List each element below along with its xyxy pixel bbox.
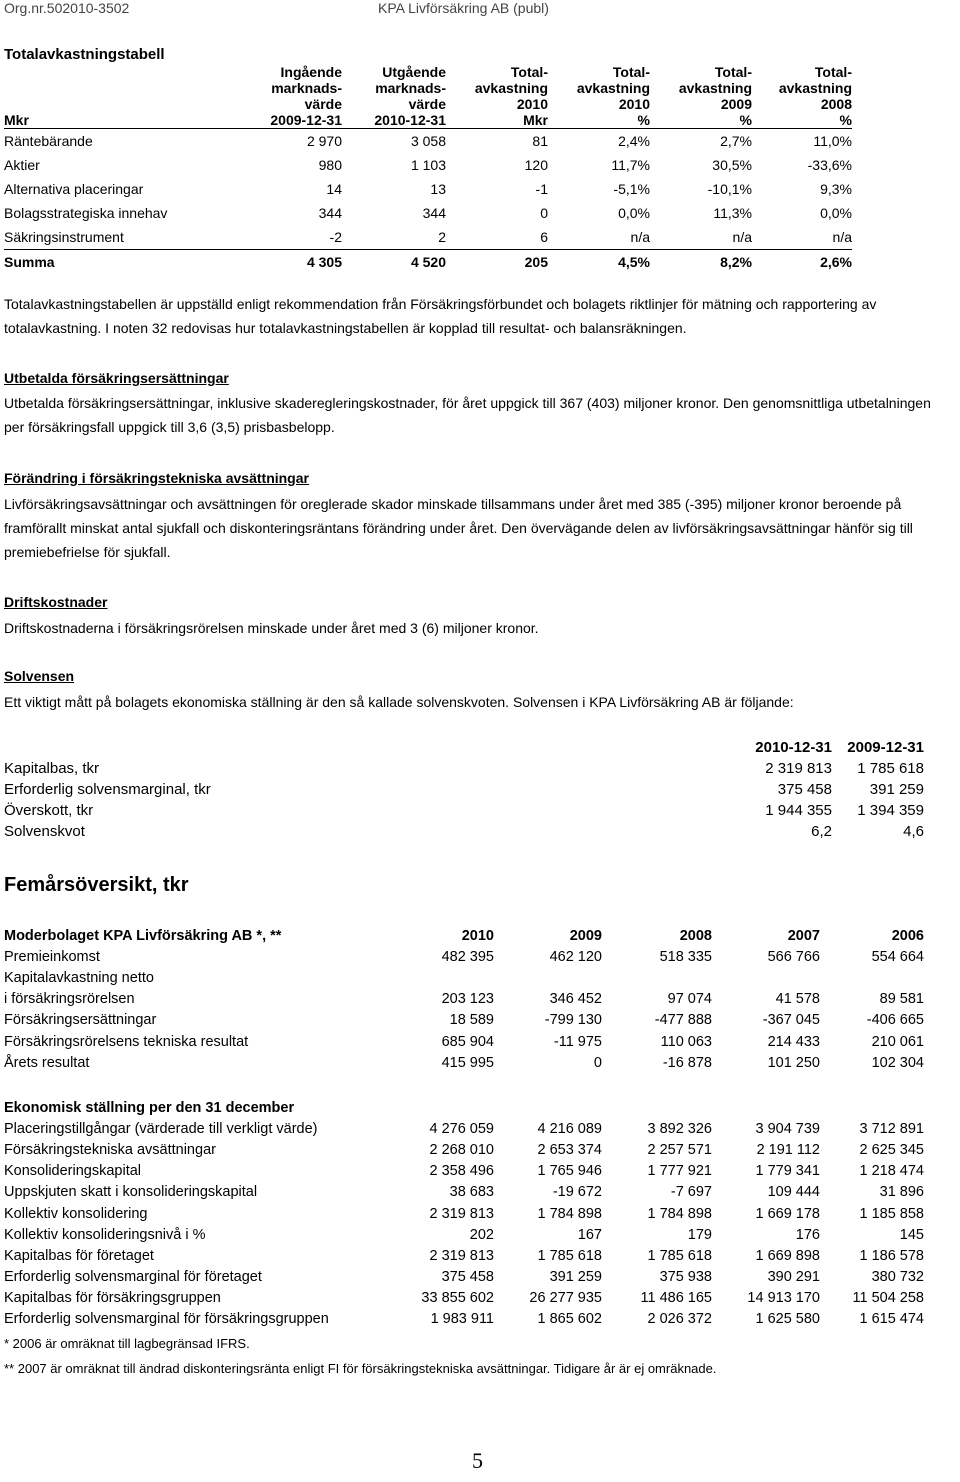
column-header: Utgående marknads- värde 2010-12-31: [342, 64, 446, 129]
table-cell: Premieinkomst: [4, 948, 100, 965]
table-cell: Bolagsstrategiska innehav: [4, 205, 168, 221]
solvens-text: Ett viktigt mått på bolagets ekonomiska ställning är den så kallade solvenskvoten. Solvensen i KPA Livförsäkring AB är följande:: [4, 694, 794, 710]
table-cell: 110 063: [660, 1033, 712, 1050]
table-cell: 202: [469, 1226, 494, 1243]
table-cell: -7 697: [670, 1184, 712, 1201]
table-cell: -5,1%: [613, 181, 650, 197]
table-cell: 210 061: [871, 1033, 924, 1050]
table-cell: Konsolideringskapital: [4, 1163, 142, 1180]
table-cell: -19 672: [552, 1184, 602, 1201]
column-header: 2010-12-31: [755, 739, 832, 756]
table-cell: 980: [318, 157, 342, 173]
ekonomisk-table: [4, 1097, 924, 1330]
table-cell: 205: [446, 250, 548, 275]
table-cell: -1: [535, 181, 548, 197]
table-cell: 120: [524, 157, 548, 173]
totalavkastning-note: Totalavkastningstabellen är uppställd enligt rekommendation från Försäkringsförbundet och bolagets riktlinjer för mätning och rapportering av totalavkastning. I noten 32 redovisas hur totalavkastningstabellen är kopplad till resultat- och balansräkningen.: [4, 296, 877, 336]
table-cell: 6: [540, 229, 548, 245]
table-cell: 375 458: [441, 1269, 494, 1286]
table-cell: i försäkringsrörelsen: [4, 991, 135, 1008]
table-cell: 38 683: [449, 1184, 494, 1201]
table-cell: 1 784 898: [647, 1205, 712, 1222]
table-row: [4, 201, 852, 225]
table-cell: Kapitalbas, tkr: [4, 760, 100, 777]
totalavkastning-table: [4, 64, 852, 274]
table-cell: 1 785 618: [857, 760, 924, 777]
table-cell: Kapitalbas för försäkringsgruppen: [4, 1290, 221, 1307]
table-cell: 380 732: [871, 1269, 924, 1286]
column-header: Total- avkastning 2009 %: [650, 64, 752, 129]
table-cell: Placeringstillgångar (värderade till verkligt värde): [4, 1120, 318, 1137]
table-cell: Uppskjuten skatt i konsolideringskapital: [4, 1184, 258, 1201]
table-cell: 203 123: [441, 991, 494, 1008]
table-cell: 13: [430, 181, 446, 197]
page-number: 5: [472, 1448, 483, 1473]
company-name: KPA Livförsäkring AB (publ): [378, 0, 549, 16]
table-cell: 30,5%: [712, 157, 752, 173]
femars-title: Femårsöversikt, tkr: [4, 874, 189, 896]
table-cell: 0: [540, 205, 548, 221]
table-cell: 2,6%: [752, 250, 852, 275]
table-cell: 0,0%: [820, 205, 852, 221]
table-cell: 11 504 258: [852, 1290, 924, 1307]
table-cell: 1 103: [410, 157, 446, 173]
table-cell: 1 777 921: [647, 1163, 712, 1180]
table-cell: 179: [687, 1226, 712, 1243]
column-header: Total- avkastning 2008 %: [752, 64, 852, 129]
table-cell: n/a: [630, 229, 650, 245]
table-row: [4, 1203, 924, 1224]
table-row: [4, 1267, 924, 1288]
table-cell: n/a: [832, 229, 852, 245]
table-cell: 2 191 112: [756, 1141, 820, 1158]
table-cell: 2 625 345: [859, 1141, 924, 1158]
table-cell: 81: [532, 133, 548, 149]
table-cell: 2 319 813: [429, 1247, 494, 1264]
table-row: [4, 1161, 924, 1182]
table-cell: 2 319 813: [765, 760, 832, 777]
table-cell: 2 257 571: [647, 1141, 712, 1158]
table-cell: 2 358 496: [429, 1163, 494, 1180]
column-header: Mkr: [4, 64, 254, 129]
table-cell: 2: [438, 229, 446, 245]
table-row: [4, 1010, 924, 1031]
table-header-row: [4, 64, 852, 129]
table-cell: -799 130: [544, 1012, 602, 1029]
forandring-heading: Förändring i försäkringstekniska avsättningar: [4, 470, 309, 486]
column-header: Ingående marknads- värde 2009-12-31: [254, 64, 342, 129]
column-header: 2010: [461, 927, 494, 944]
table-cell: 8,2%: [650, 250, 752, 275]
totalavkastning-title: Totalavkastningstabell: [4, 46, 165, 63]
table-cell: Försäkringsrörelsens tekniska resultat: [4, 1033, 249, 1050]
table-row: [4, 800, 924, 821]
table-cell: -33,6%: [807, 157, 852, 173]
utbetalda-text: Utbetalda försäkringsersättningar, inklusive skaderegleringskostnader, för året uppgick till 367 (403) miljoner kronor. Den genomsnittliga utbetalningen per försäkringsfall uppgick till 3,6 (3,5) prisbasbelopp.: [4, 395, 931, 435]
table-header-row: [4, 925, 924, 946]
table-cell: 145: [899, 1226, 924, 1243]
table-cell: 3 058: [410, 133, 446, 149]
table-row: [4, 225, 852, 250]
table-cell: Försäkringstekniska avsättningar: [4, 1141, 216, 1158]
table-cell: 26 277 935: [529, 1290, 602, 1307]
table-cell: [820, 967, 924, 988]
table-cell: 344: [318, 205, 342, 221]
table-cell: 566 766: [767, 948, 820, 965]
table-cell: 4 216 089: [537, 1120, 602, 1137]
table-row: [4, 1118, 924, 1139]
table-cell: 2,7%: [720, 133, 752, 149]
table-row: [4, 177, 852, 201]
table-cell: 462 120: [549, 948, 602, 965]
table-cell: 1 185 858: [859, 1205, 924, 1222]
table-cell: -367 045: [762, 1012, 820, 1029]
column-header: Total- avkastning 2010 Mkr: [446, 64, 548, 129]
table-cell: 11,7%: [611, 157, 650, 173]
table-cell: 518 335: [659, 948, 712, 965]
table-cell: 2 653 374: [537, 1141, 602, 1158]
table-cell: 1 944 355: [765, 802, 832, 819]
table-cell: 2 026 372: [647, 1311, 712, 1328]
table-cell: [602, 967, 712, 988]
table-cell: Erforderlig solvensmarginal för försäkringsgruppen: [4, 1311, 329, 1328]
table-row: [4, 1288, 924, 1309]
table-cell: 14: [326, 181, 342, 197]
table-cell: Försäkringsersättningar: [4, 1012, 157, 1029]
drift-text: Driftskostnaderna i försäkringsrörelsen minskade under året med 3 (6) miljoner kronor.: [4, 620, 539, 636]
column-header: [4, 737, 644, 758]
table-cell: Summa: [4, 250, 254, 275]
table-header-row: [4, 1097, 924, 1118]
table-cell: 109 444: [767, 1184, 820, 1201]
table-cell: 41 578: [775, 991, 820, 1008]
table-cell: [494, 967, 602, 988]
table-cell: 31 896: [879, 1184, 924, 1201]
table-cell: Överskott, tkr: [4, 802, 94, 819]
utbetalda-heading: Utbetalda försäkringsersättningar: [4, 370, 229, 386]
table-row: [4, 967, 924, 988]
table-cell: 1 765 946: [537, 1163, 602, 1180]
table-cell: 375 458: [777, 781, 832, 798]
table-cell: [394, 967, 494, 988]
table-cell: 390 291: [767, 1269, 820, 1286]
table-cell: 1 394 359: [857, 802, 924, 819]
table-cell: 1 615 474: [859, 1311, 924, 1328]
table-cell: 344: [422, 205, 446, 221]
table-cell: 176: [795, 1226, 820, 1243]
table-cell: 11 486 165: [640, 1290, 712, 1307]
table-cell: 11,0%: [813, 133, 852, 149]
table-cell: 11,3%: [713, 205, 752, 221]
table-row: [4, 1182, 924, 1203]
org-number: Org.nr.502010-3502: [4, 0, 130, 16]
table-cell: Räntebärande: [4, 133, 93, 149]
table-row: [4, 758, 924, 779]
table-cell: 102 304: [871, 1054, 924, 1071]
table-cell: 1 669 178: [755, 1205, 820, 1222]
table-cell: 4,6: [903, 823, 924, 840]
table-cell: Alternativa placeringar: [4, 181, 144, 197]
drift-heading: Driftskostnader: [4, 594, 108, 610]
table-cell: 89 581: [879, 991, 924, 1008]
table-cell: 415 995: [441, 1054, 494, 1071]
table-cell: 391 259: [549, 1269, 602, 1286]
table-cell: Aktier: [4, 157, 40, 173]
table-row: [4, 153, 852, 177]
table-row: [4, 989, 924, 1010]
table-cell: 0: [593, 1054, 602, 1071]
table-cell: 4 520: [342, 250, 446, 275]
table-cell: -477 888: [654, 1012, 712, 1029]
table-cell: [712, 967, 820, 988]
table-cell: Erforderlig solvensmarginal, tkr: [4, 781, 211, 798]
table-cell: Säkringsinstrument: [4, 229, 124, 245]
table-row: [4, 1139, 924, 1160]
table-cell: 685 904: [441, 1033, 494, 1050]
table-cell: 1 983 911: [430, 1311, 494, 1328]
table-cell: 1 779 341: [755, 1163, 820, 1180]
table-cell: 482 395: [441, 948, 494, 965]
table-cell: 4,5%: [548, 250, 650, 275]
table-row: [4, 1031, 924, 1052]
table-cell: -10,1%: [707, 181, 752, 197]
table-cell: Erforderlig solvensmarginal för företaget: [4, 1269, 262, 1286]
column-header: 2009-12-31: [847, 739, 924, 756]
table-row: [4, 129, 852, 154]
column-header: Moderbolaget KPA Livförsäkring AB *, **: [4, 927, 282, 944]
table-cell: Kollektiv konsolidering: [4, 1205, 148, 1222]
table-cell: 2 319 813: [429, 1205, 494, 1222]
table-header-row: [4, 737, 924, 758]
table-cell: 3 892 326: [647, 1120, 712, 1137]
footnote-2: ** 2007 är omräknat till ändrad diskonteringsränta enligt FI för försäkringstekniska avsättningar. Tidigare år är ej omräknade.: [4, 1361, 717, 1376]
table-cell: 1 785 618: [537, 1247, 602, 1264]
table-cell: 375 938: [659, 1269, 712, 1286]
table-row: [4, 1309, 924, 1330]
femars-table: [4, 925, 924, 1073]
table-cell: 2 268 010: [429, 1141, 494, 1158]
table-cell: 167: [577, 1226, 602, 1243]
table-cell: 1 865 602: [537, 1311, 602, 1328]
table-cell: 1 784 898: [537, 1205, 602, 1222]
table-row: [4, 1052, 924, 1073]
table-cell: 1 669 898: [755, 1247, 820, 1264]
table-cell: 2 970: [306, 133, 342, 149]
table-row: [4, 1224, 924, 1245]
table-cell: 346 452: [549, 991, 602, 1008]
table-cell: -406 665: [866, 1012, 924, 1029]
table-cell: Kollektiv konsolideringsnivå i %: [4, 1226, 206, 1243]
table-cell: 9,3%: [820, 181, 852, 197]
section-heading: Ekonomisk ställning per den 31 december: [4, 1099, 295, 1116]
table-cell: Kapitalbas för företaget: [4, 1247, 154, 1264]
table-cell: 554 664: [871, 948, 924, 965]
column-header: 2007: [787, 927, 820, 944]
column-header: Total- avkastning 2010 %: [548, 64, 650, 129]
table-row: [4, 946, 924, 967]
table-row: [4, 779, 924, 800]
table-cell: Solvenskvot: [4, 823, 85, 840]
table-cell: 101 250: [767, 1054, 820, 1071]
column-header: 2008: [679, 927, 712, 944]
column-header: 2009: [569, 927, 602, 944]
column-header: 2006: [891, 927, 924, 944]
table-cell: 3 904 739: [755, 1120, 820, 1137]
table-cell: 214 433: [767, 1033, 820, 1050]
sum-row: [4, 250, 852, 275]
table-cell: Årets resultat: [4, 1054, 90, 1071]
table-row: [4, 821, 924, 842]
table-cell: 18 589: [449, 1012, 494, 1029]
forandring-text: Livförsäkringsavsättningar och avsättningen för oreglerade skador minskade tillsammans under året med 385 (-395) miljoner kronor beroende på framförallt minskat antal sjukfall och diskonteringsräntans förändring under året. Den övervägande delen av livförsäkringsavsättningar hänför sig till premiebefrielse för sjukfall.: [4, 496, 913, 560]
table-cell: 1 625 580: [755, 1311, 820, 1328]
table-cell: 6,2: [811, 823, 832, 840]
table-cell: 4 276 059: [429, 1120, 494, 1137]
table-cell: 2,4%: [618, 133, 650, 149]
table-cell: -16 878: [662, 1054, 712, 1071]
table-cell: 1 186 578: [859, 1247, 924, 1264]
table-cell: 391 259: [869, 781, 924, 798]
table-cell: 1 218 474: [859, 1163, 924, 1180]
table-cell: 14 913 170: [747, 1290, 820, 1307]
table-cell: -11 975: [553, 1033, 602, 1050]
table-cell: 3 712 891: [859, 1120, 924, 1137]
table-cell: 97 074: [667, 991, 712, 1008]
table-cell: Kapitalavkastning netto: [4, 969, 154, 986]
table-cell: 4 305: [254, 250, 342, 275]
solvens-table: [4, 737, 924, 842]
table-row: [4, 1245, 924, 1266]
solvens-heading: Solvensen: [4, 668, 75, 684]
table-cell: -2: [329, 229, 342, 245]
table-cell: 1 785 618: [647, 1247, 712, 1264]
table-cell: 0,0%: [618, 205, 650, 221]
table-cell: n/a: [732, 229, 752, 245]
footnote-1: * 2006 är omräknat till lagbegränsad IFRS.: [4, 1336, 250, 1351]
table-cell: 33 855 602: [421, 1290, 494, 1307]
